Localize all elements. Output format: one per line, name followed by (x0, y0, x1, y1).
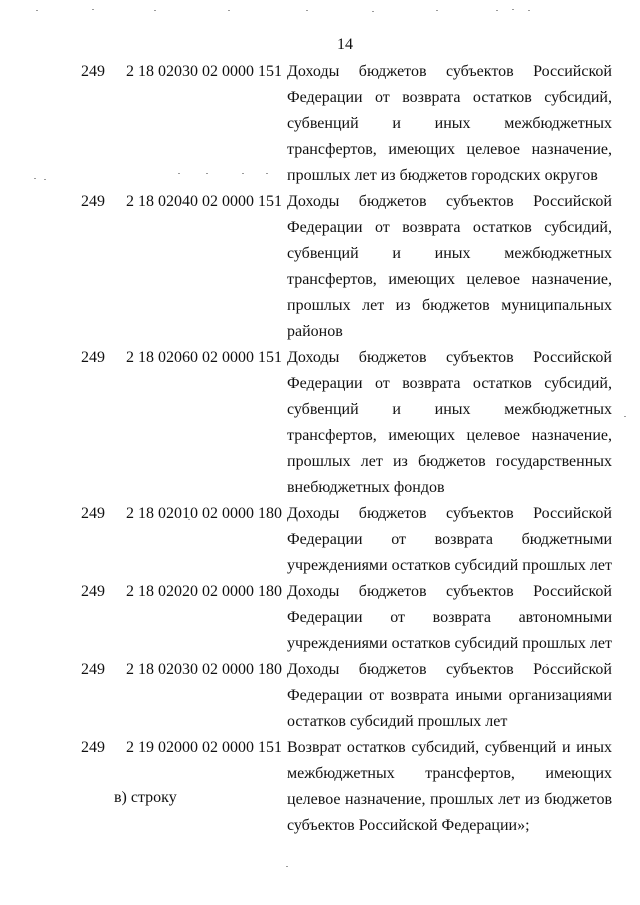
table-row (0, 501, 640, 579)
table-row (0, 345, 640, 501)
admin-code: 249 (81, 193, 105, 210)
table-row (0, 59, 640, 189)
amendment-item-text: в) строку (114, 789, 177, 806)
table-row (0, 189, 640, 345)
admin-code: 249 (81, 583, 105, 600)
revenue-code: 2 18 02060 02 0000 151 (126, 349, 282, 366)
admin-code: 249 (81, 661, 105, 678)
revenue-description: Доходы бюджетов субъектов Российской Федерации от возврата остатков субсидий, субвенций и иных межбюджетных трансфертов, имеющих целевое назначение, прошлых лет из бюджетов городских округов (287, 63, 612, 184)
revenue-code: 2 18 02030 02 0000 180 (126, 661, 282, 678)
revenue-description: Доходы бюджетов субъектов Российской Федерации от возврата бюджетными учреждениями остатков субсидий прошлых лет (287, 505, 612, 574)
admin-code: 249 (81, 63, 105, 80)
revenue-description: Доходы бюджетов субъектов Российской Федерации от возврата автономными учреждениями остатков субсидий прошлых лет (287, 583, 612, 652)
revenue-description: Доходы бюджетов субъектов Российской Федерации от возврата остатков субсидий, субвенций и иных межбюджетных трансфертов, имеющих целевое назначение, прошлых лет из бюджетов государственных внебюджетных фондов (287, 349, 612, 496)
page-number: 14 (337, 36, 353, 53)
revenue-code: 2 18 02010 02 0000 180 (126, 505, 282, 522)
revenue-code: 2 19 02000 02 0000 151 (126, 739, 282, 756)
admin-code: 249 (81, 739, 105, 756)
admin-code: 249 (81, 505, 105, 522)
revenue-code: 2 18 02020 02 0000 180 (126, 583, 282, 600)
admin-code: 249 (81, 349, 105, 366)
table-row (0, 579, 640, 657)
revenue-code: 2 18 02040 02 0000 151 (126, 193, 282, 210)
revenue-code: 2 18 02030 02 0000 151 (126, 63, 282, 80)
table-row (0, 657, 640, 735)
revenue-description: Доходы бюджетов субъектов Российской Федерации от возврата остатков субсидий, субвенций и иных межбюджетных трансфертов, имеющих целевое назначение, прошлых лет из бюджетов муниципальных районов (287, 193, 612, 340)
revenue-description: Возврат остатков субсидий, субвенций и иных межбюджетных трансфертов, имеющих целевое назначение, прошлых лет из бюджетов субъектов Российской Федерации»; (287, 739, 612, 834)
table-row (0, 735, 640, 839)
revenue-description: Доходы бюджетов субъектов Российской Федерации от возврата иными организациями остатков субсидий прошлых лет (287, 661, 612, 730)
budget-code-table (0, 59, 640, 839)
